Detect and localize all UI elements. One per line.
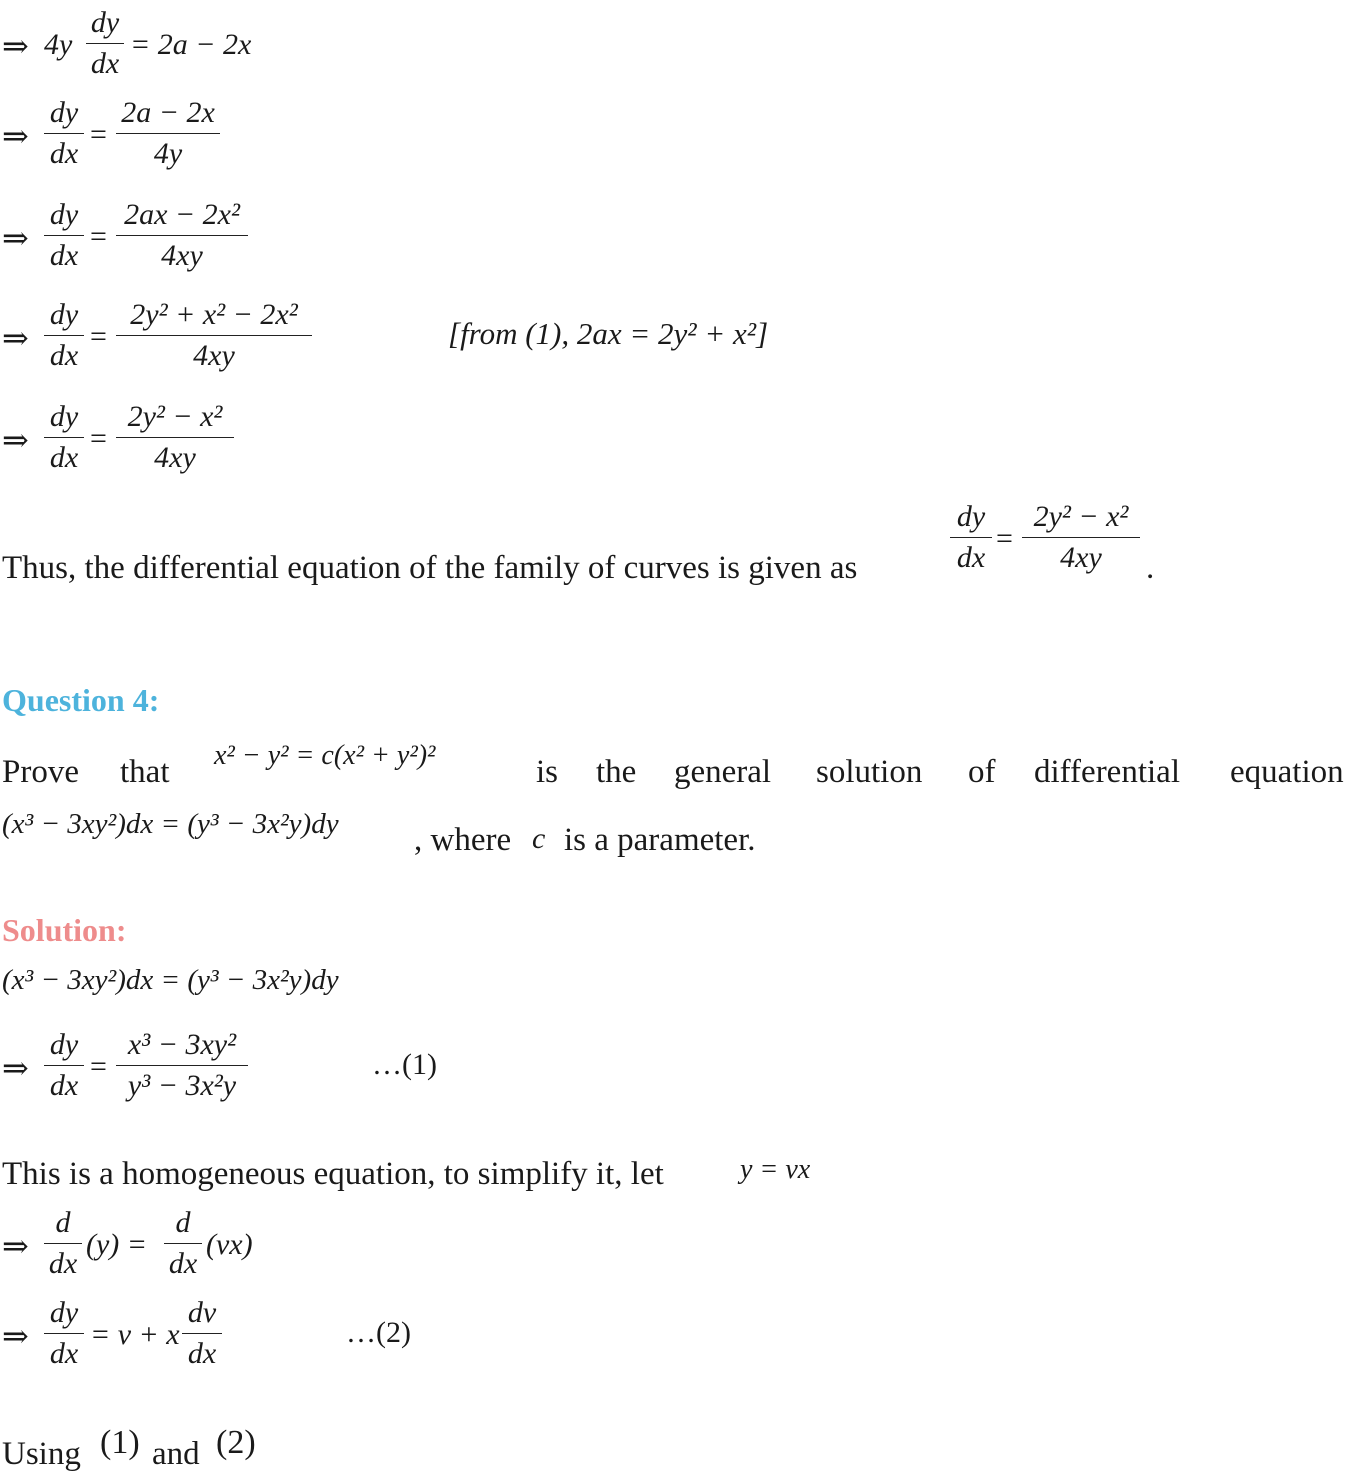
equation-ref: (2)	[216, 1424, 256, 1461]
dy-dx-fraction	[86, 6, 124, 81]
denominator: dx	[187, 1337, 217, 1370]
rhs-fraction	[116, 198, 248, 273]
fraction-bar	[44, 437, 84, 438]
denominator: 4xy	[154, 441, 196, 474]
implies-arrow: ⇒	[2, 1050, 29, 1086]
dy-dx-fraction	[44, 96, 84, 171]
implies-arrow: ⇒	[2, 1228, 29, 1264]
numerator: dv	[187, 1296, 217, 1329]
denominator: dx	[49, 137, 79, 170]
denominator: dx	[49, 1069, 79, 1102]
fraction-bar	[44, 1243, 82, 1244]
fraction-bar	[164, 1243, 202, 1244]
equation-tag: …(2)	[346, 1316, 411, 1349]
numerator: dy	[49, 96, 79, 129]
question-heading: Question 4:	[2, 682, 160, 718]
equation-ref: (1)	[100, 1424, 140, 1461]
conclusion-period: .	[1146, 550, 1155, 586]
numerator: dy	[49, 198, 79, 231]
numerator: dy	[49, 400, 79, 433]
derivative-arg: (vx)	[206, 1228, 253, 1261]
denominator: dx	[956, 541, 986, 574]
dy-dx-fraction	[44, 1296, 84, 1371]
d-dx-fraction	[44, 1206, 82, 1281]
rhs-fraction	[116, 1028, 248, 1103]
denominator: dx	[48, 1247, 78, 1280]
equals-sign: =	[90, 320, 107, 353]
implies-arrow: ⇒	[2, 422, 29, 458]
dy-dx-fraction	[44, 400, 84, 475]
numerator: dy	[49, 1296, 79, 1329]
family-equation: x² − y² = c(x² + y²)²	[214, 740, 436, 771]
fraction-bar	[44, 1065, 84, 1066]
equals-sign: =	[90, 1050, 107, 1083]
numerator: dy	[49, 1028, 79, 1061]
fraction-bar	[44, 235, 84, 236]
question-word: equation	[1230, 754, 1344, 790]
denominator: 4xy	[193, 339, 235, 372]
conclusion-text: Thus, the differential equation of the family of curves is given as	[2, 550, 858, 586]
denominator: dx	[90, 47, 120, 80]
parameter-c: c	[532, 822, 546, 855]
question-word: is	[536, 754, 559, 790]
homogeneous-text: This is a homogeneous equation, to simplify it, let	[2, 1156, 664, 1192]
numerator: 2y² − x²	[1033, 500, 1129, 533]
question-word: that	[120, 754, 170, 790]
rhs-fraction	[116, 96, 220, 171]
numerator: d	[175, 1206, 191, 1239]
equals-sign: =	[996, 522, 1013, 555]
implies-arrow: ⇒	[2, 220, 29, 256]
fraction-bar	[116, 1065, 248, 1066]
fraction-bar	[1022, 537, 1140, 538]
numerator: 2a − 2x	[121, 96, 215, 129]
rhs-fraction	[116, 298, 312, 373]
fraction-bar	[44, 133, 84, 134]
fraction-bar	[116, 335, 312, 336]
question-word: differential	[1034, 754, 1180, 790]
equals-sign: =	[90, 422, 107, 455]
fraction-bar	[44, 1333, 84, 1334]
rhs-fraction	[1022, 500, 1140, 575]
derivative-arg: (y) =	[86, 1228, 148, 1261]
rhs-fraction	[116, 400, 234, 475]
fraction-bar	[116, 133, 220, 134]
numerator: x³ − 3xy²	[127, 1028, 237, 1061]
substitution: y = vx	[740, 1154, 811, 1185]
numerator: 2y² + x² − 2x²	[130, 298, 298, 331]
dy-dx-fraction	[44, 1028, 84, 1103]
denominator: 4xy	[1060, 541, 1102, 574]
denominator: y³ − 3x²y	[127, 1069, 237, 1102]
numerator: dy	[90, 6, 120, 39]
numerator: dy	[49, 298, 79, 331]
numerator: 2ax − 2x²	[124, 198, 240, 231]
dy-dx-fraction	[44, 198, 84, 273]
rhs-expression: = 2a − 2x	[130, 28, 252, 61]
d-dx-fraction	[164, 1206, 202, 1281]
using-text: and	[152, 1436, 200, 1472]
implies-arrow: ⇒	[2, 28, 29, 64]
denominator: 4y	[153, 137, 183, 170]
solution-heading: Solution:	[2, 912, 127, 948]
numerator: 2y² − x²	[127, 400, 223, 433]
fraction-bar	[116, 437, 234, 438]
question-word: Prove	[2, 754, 79, 790]
implies-arrow: ⇒	[2, 320, 29, 356]
dy-dx-fraction	[44, 298, 84, 373]
fraction-bar	[182, 1333, 222, 1334]
question-word: the	[596, 754, 637, 790]
denominator: dx	[49, 339, 79, 372]
denominator: 4xy	[161, 239, 203, 272]
question-word: solution	[816, 754, 923, 790]
equals-sign: =	[90, 220, 107, 253]
fraction-bar	[950, 537, 992, 538]
implies-arrow: ⇒	[2, 118, 29, 154]
equals-sign: =	[90, 118, 107, 151]
fraction-bar	[44, 335, 84, 336]
dv-dx-fraction	[182, 1296, 222, 1371]
rhs-expression: = v + x	[90, 1318, 180, 1351]
numerator: d	[55, 1206, 71, 1239]
question-text: is a parameter.	[564, 822, 756, 858]
question-word: of	[968, 754, 996, 790]
denominator: dx	[49, 239, 79, 272]
differential-equation: (x³ − 3xy²)dx = (y³ − 3x²y)dy	[2, 808, 339, 840]
numerator: dy	[956, 500, 986, 533]
denominator: dx	[49, 1337, 79, 1370]
question-word: general	[674, 754, 772, 790]
lhs-coefficient: 4y	[44, 28, 73, 61]
fraction-bar	[86, 43, 124, 44]
question-text: , where	[414, 822, 512, 858]
fraction-bar	[116, 235, 248, 236]
using-text: Using	[2, 1436, 81, 1472]
differential-equation: (x³ − 3xy²)dx = (y³ − 3x²y)dy	[2, 964, 339, 996]
substitution-note: [from (1), 2ax = 2y² + x²]	[448, 316, 769, 351]
implies-arrow: ⇒	[2, 1318, 29, 1354]
dy-dx-fraction	[950, 500, 992, 575]
equation-tag: …(1)	[372, 1048, 437, 1081]
denominator: dx	[49, 441, 79, 474]
denominator: dx	[168, 1247, 198, 1280]
